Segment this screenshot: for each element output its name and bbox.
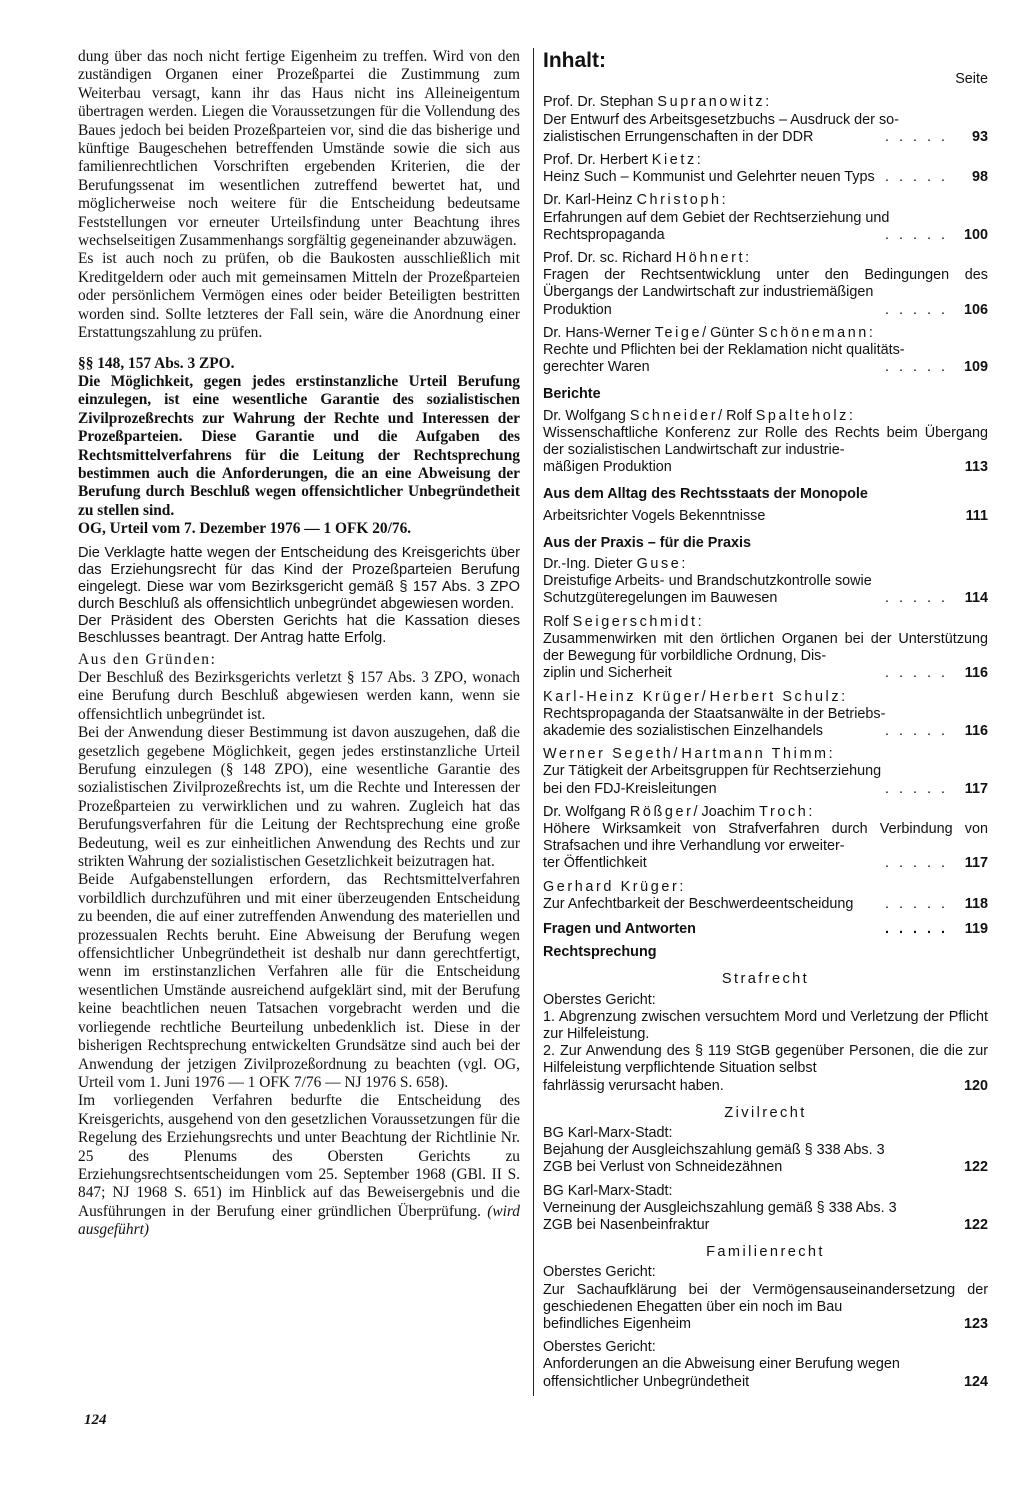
toc-title: Inhalt: — [543, 49, 606, 72]
entry-last-line — [543, 921, 988, 938]
toc-entry — [543, 992, 988, 1095]
entry-text: mäßigen Produktion — [543, 459, 672, 476]
facts-paragraph: Der Präsident des Obersten Gerichts hat die Kassation dieses Beschlusses beantragt. Der Antrag hatte Erfolg. — [78, 612, 520, 646]
entry-text: ZGB bei Nasenbeinfraktur — [543, 1216, 710, 1233]
entry-author — [543, 746, 988, 763]
entry-text: Verneinung der Ausgleichszahlung gemäß § 338 Abs. 3 — [543, 1199, 897, 1216]
author-name: Teige — [654, 324, 703, 341]
author-sep: : — [681, 556, 686, 573]
entry-page: 114 — [964, 590, 988, 607]
author-name: Hartmann Thimm — [681, 746, 829, 763]
articles-list — [543, 94, 988, 376]
entry-text: Zur Tätigkeit der Arbeitsgruppen für Rechtserziehung — [543, 763, 882, 780]
leader-dots: . . . . . — [885, 128, 948, 145]
toc-entry — [543, 556, 988, 608]
paragraph: Bei der Anwendung dieser Bestimmung ist davon auszugehen, daß die gesetzlich gegebene Möglichkeit, gegen jedes erstinstanzliche Urteil Berufung einzulegen (§ 148 ZPO), eine wesentliche Garantie des sozialistischen Zivilprozeßrechts ist, um die Rechte und Interessen der Prozeßparteien zu verwirklichen und zu wahren. Zugleich hat das Berufungsverfahren für die Leitung der Rechtsprechung eine große Bedeutung, weil es zur einheitlichen Anwendung des Rechts und zur strikten Wahrung der sozialistischen Gesetzlichkeit beizutragen hat. — [78, 724, 520, 871]
entry-page: 109 — [963, 359, 988, 376]
practice-list — [543, 556, 988, 913]
table-of-contents — [543, 49, 988, 1397]
left-column — [78, 48, 520, 1240]
paragraph: Beide Aufgabenstellungen erfordern, das Rechtsmittelverfahren vorbildlich durchzuführen und mit einer überzeugenden Entscheidung zu beenden, die auf einer zutreffenden Anwendung des materiellen und prozessualen Rechts beruht. Eine Abweisung der Berufung wegen offensichtlicher Unbegründetheit ist deshalb nur dann gerechtfertigt, wenn im erstinstanzlichen Verfahren alle für die Entscheidung wesentlichen Umstände ausreichend aufgeklärt sind, mit der Berufung keine beachtlichen neuen Tatsachen vorgebracht werden und die vorliegende rechtliche Beurteilung unbedenklich ist. Diese in der bisherigen Rechtsprechung entwickelten Grundsätze sind auch bei der Anwendung der jetzigen Zivilprozeßordnung zu beachten (vgl. OG, Urteil vom 1. Juni 1976 — 1 OFK 7/76 — NJ 1976 S. 658). — [78, 871, 520, 1091]
author-prefix: Dr. Wolfgang — [543, 407, 630, 424]
entry-last-line — [543, 590, 988, 607]
entry-page: 117 — [964, 780, 988, 797]
entry-last-line — [543, 723, 988, 740]
entry-last-line — [543, 1217, 988, 1234]
leader-dots: . . . . . — [885, 590, 948, 607]
entry-author — [543, 192, 988, 209]
entry-page: 111 — [965, 507, 988, 524]
entry-author — [543, 94, 988, 111]
toc-entry — [543, 1264, 988, 1333]
author-sep: : — [828, 746, 833, 763]
author-prefix: Rolf — [543, 613, 573, 630]
entry-page: 124 — [963, 1373, 988, 1390]
headnote: Die Möglichkeit, gegen jedes erstinstanzliche Urteil Berufung einzulegen, ist eine wesentliche Garantie des sozialistischen Zivilprozeßrechts zur Wahrung der Rechte und Interessen der Prozeßparteien. Diese Garantie und die Aufgaben des Rechtsmittelverfahrens für die Leitung der Rechtsprechung bestimmen auch die Anforderungen, die an eine Abweisung der Berufung durch Beschluß wegen offensichtlicher Unbegründetheit zu stellen sind. — [78, 372, 520, 519]
entry-page: 120 — [963, 1077, 988, 1094]
entry-last-line — [543, 781, 988, 798]
entry-text: Heinz Such – Kommunist und Gelehrter neuen Typs — [543, 169, 875, 186]
toc-entry — [543, 1183, 988, 1235]
toc-entry — [543, 804, 988, 873]
entry-last-line — [543, 1374, 988, 1391]
author-prefix: Dr. Wolfgang — [543, 803, 630, 820]
entry-text: akademie des sozialistischen Einzelhandels — [543, 722, 823, 739]
author-prefix: Dr. Hans-Werner — [543, 324, 655, 341]
paragraph — [78, 1092, 520, 1239]
norm-reference: §§ 148, 157 Abs. 3 ZPO. — [78, 354, 235, 372]
leader-dots: . . . . . — [885, 226, 948, 243]
entry-page: 100 — [963, 226, 988, 243]
leader-dots: . . . . . — [885, 722, 948, 739]
entry-page: 93 — [971, 128, 988, 145]
entry-text: befindliches Eigenheim — [543, 1316, 691, 1332]
page-column-label: Seite — [955, 71, 988, 88]
toc-entry — [543, 152, 988, 186]
entry-text: ziplin und Sicherheit — [543, 665, 672, 682]
civil-law-list — [543, 1125, 988, 1234]
entry-author — [543, 689, 988, 706]
author-prefix: Dr.-Ing. Dieter — [543, 556, 637, 573]
leader-dots: . . . . . — [885, 301, 948, 318]
author-sep: : — [765, 94, 770, 111]
leader-dots: . . . . . — [885, 780, 948, 797]
entry-author — [543, 614, 988, 631]
author-name: Rößger — [629, 803, 694, 820]
entry-text: Rechtspropaganda der Staatsanwälte in der Betriebs- — [543, 705, 886, 722]
author-sep: / Rolf — [718, 407, 756, 424]
toc-entry — [543, 250, 988, 319]
entry-page: 117 — [964, 855, 988, 872]
author-sep: / — [673, 746, 682, 763]
toc-entry — [543, 746, 988, 798]
entry-text: Erfahrungen auf dem Gebiet der Rechtserziehung und — [543, 209, 890, 226]
entry-author — [543, 804, 988, 821]
paragraph: dung über das noch nicht fertige Eigenheim zu treffen. Wird von den zuständigen Organen einer Prozeßpartei die Zustimmung zum Weiterbau versagt, kann ihr das Haus nicht ins Alleineigentum übertragen werden. Liegen die Voraussetzungen für die Vollendung des Baues jedoch bei beiden Prozeßparteien vor, sind die das bisherige und künftige Baugeschehen betreffenden Umstände sowie die sich aus familienrechtlichen Vorschriften ergebenden Kriterien, die der Berufungssenat im wesentlichen zutreffend bewertet hat, und möglicherweise noch weitere für die Entscheidung bedeutsame Feststellungen vor erneuter Urteilsfindung unter Beachtung ihres wechselseitigen Zusammenhangs sorgfältig gegeneinander abzuwägen. — [78, 48, 520, 250]
entry-text: Dreistufige Arbeits- und Brandschutzkontrolle sowie — [543, 573, 872, 590]
author-name: Guse — [636, 556, 682, 573]
entry-last-line — [543, 665, 988, 682]
entry-text: Schutzgüteregelungen im Bauwesen — [543, 590, 778, 607]
toc-entry — [543, 614, 988, 683]
author-sep: / Günter — [702, 324, 759, 341]
leader-dots: . . . . . — [885, 665, 948, 682]
entry-author — [543, 879, 988, 896]
subsection-title: Zivilrecht — [724, 1104, 807, 1121]
entry-text: ZGB bei Verlust von Schneidezähnen — [543, 1159, 783, 1176]
entry-author — [543, 250, 988, 267]
entry-page: 106 — [963, 301, 988, 318]
author-sep: : — [697, 613, 702, 630]
entry-last-line — [543, 169, 988, 186]
author-sep: : — [841, 688, 846, 705]
author-sep: : — [808, 803, 813, 820]
author-name: Christoph — [636, 192, 722, 209]
entry-text: ter Öffentlichkeit — [543, 855, 647, 872]
author-prefix: Dr. Karl-Heinz — [543, 192, 637, 209]
entry-page: 116 — [964, 722, 988, 739]
toc-entry — [543, 408, 988, 477]
toc-entry — [543, 192, 988, 244]
entry-page: 122 — [963, 1159, 988, 1176]
toc-entry — [543, 94, 988, 146]
leader-dots: . . . . . — [885, 169, 948, 186]
entry-author — [543, 556, 988, 573]
subsection-title: Strafrecht — [721, 971, 810, 988]
entry-text: 1. Abgrenzung zwischen versuchtem Mord und Verletzung der Pflicht zur Hilfeleistung. — [543, 1008, 988, 1042]
entry-page: 118 — [964, 895, 988, 912]
decision-citation: OG, Urteil vom 7. Dezember 1976 — 1 OFK 20/76. — [78, 520, 412, 538]
facts-paragraph: Die Verklagte hatte wegen der Entscheidung des Kreisgerichts über das Erziehungsrecht für das Kind der Prozeßparteien Berufung eingelegt. Diese war vom Bezirksgericht gemäß § 157 Abs. 3 ZPO durch Beschluß als offensichtlich unbegründet abgewiesen worden. — [78, 544, 520, 612]
section-title: Aus der Praxis – für die Praxis — [543, 534, 751, 551]
entry-last-line — [543, 1316, 988, 1333]
author-name: Schneider — [629, 407, 719, 424]
author-name: Spalteholz — [755, 407, 849, 424]
entry-last-line — [543, 1078, 988, 1095]
entry-text: gerechter Waren — [543, 359, 650, 376]
court-name: Oberstes Gericht: — [543, 991, 656, 1008]
entry-text: Zusammenwirken mit den örtlichen Organen bei der Unterstützung der Bewegung für vorbildliche Ordnung, Dis- — [543, 630, 988, 665]
subsection-title: Familienrecht — [706, 1244, 825, 1261]
entry-last-line — [543, 896, 988, 913]
entry-page: 113 — [964, 459, 988, 476]
author-prefix: Prof. Dr. Herbert — [543, 152, 652, 169]
entry-text: offensichtlicher Unbegründetheit — [543, 1373, 750, 1390]
section-title: Berichte — [543, 386, 601, 403]
author-name: Troch — [759, 803, 809, 820]
author-sep: / Joachim — [693, 803, 760, 820]
entry-last-line — [543, 129, 988, 146]
author-name: Seigerschmidt — [572, 613, 698, 630]
entry-text: zialistischen Errungenschaften in der DDR — [543, 128, 814, 145]
leader-dots: . . . . . — [885, 895, 948, 912]
entry-last-line — [543, 459, 988, 476]
reasons-heading: Aus den Gründen: — [78, 650, 217, 668]
author-sep: : — [868, 324, 873, 341]
entry-page: 123 — [963, 1316, 988, 1332]
entry-text: Bejahung der Ausgleichszahlung gemäß § 338 Abs. 3 — [543, 1142, 885, 1159]
entry-text: Rechtspropaganda — [543, 226, 665, 243]
entry-text: Produktion — [543, 301, 612, 318]
toc-entry — [543, 325, 988, 377]
entry-last-line — [543, 508, 988, 525]
alltag-list — [543, 508, 988, 525]
author-name: Kietz — [651, 152, 697, 169]
author-name: Höhnert — [675, 250, 746, 267]
entry-last-line — [543, 855, 988, 872]
toc-entry — [543, 689, 988, 741]
page-number: 124 — [84, 1412, 107, 1428]
author-sep: / — [701, 688, 710, 705]
family-law-list — [543, 1264, 988, 1390]
toc-entry — [543, 508, 988, 525]
entry-text: bei den FDJ-Kreisleitungen — [543, 780, 717, 797]
entry-last-line — [543, 302, 988, 319]
section-title: Aus dem Alltag des Rechtsstaats der Monopole — [543, 486, 868, 503]
paragraph-tail: (wird ausgeführt) — [78, 1202, 520, 1239]
author-name: Werner Segeth — [543, 746, 674, 763]
toc-entry — [543, 921, 988, 938]
leader-dots: . . . . . — [885, 920, 948, 937]
section-title: Rechtsprechung — [543, 944, 657, 961]
entry-page: 119 — [964, 920, 988, 937]
court-name: BG Karl-Marx-Stadt: — [543, 1124, 673, 1141]
paragraph: Es ist auch noch zu prüfen, ob die Baukosten ausschließlich mit Kreditgeldern oder auch mit gemeinsamen Mitteln der Prozeßparteien oder persönlichem Vermögen eines oder beider Beteiligten bestritten worden sind. Sollte letzteres der Fall sein, wäre die Anordnung einer Erstattungszahlung zu prüfen. — [78, 250, 520, 342]
entry-author — [543, 152, 988, 169]
paragraph-text: Im vorliegenden Verfahren bedurfte die Entscheidung des Kreisgerichts, ausgehend von den gesetzlichen Voraussetzungen für die Regelung des Erziehungsrechts und unter Beachtung der Richtlinie Nr. 25 des Plenums des Obersten Gerichts zu Erziehungsrechtsentscheidungen vom 25. September 1968 (GBl. II S. 847; NJ 1968 S. 651) im Hinblick auf das Beweisergebnis und die Ausführungen in der Berufung einer gründlichen Überprüfung. — [78, 1092, 520, 1220]
paragraph: Der Beschluß des Bezirksgerichts verletzt § 157 Abs. 3 ZPO, wonach eine Berufung durch Beschluß abgewiesen werden kann, wenn sie offensichtlich unbegründet ist. — [78, 668, 520, 723]
entry-page: 122 — [963, 1216, 988, 1233]
author-name: Schönemann — [758, 324, 869, 341]
author-name: Herbert Schulz — [709, 688, 842, 705]
court-name: BG Karl-Marx-Stadt: — [543, 1182, 673, 1199]
author-prefix: Prof. Dr. sc. Richard — [543, 250, 676, 267]
author-sep: : — [848, 407, 853, 424]
entry-last-line — [543, 227, 988, 244]
entry-text: Rechte und Pflichten bei der Reklamation nicht qualitäts- — [543, 342, 905, 359]
entry-text: fahrlässig verursacht haben. — [543, 1077, 724, 1094]
author-sep: : — [721, 192, 726, 209]
entry-text: Wissenschaftliche Konferenz zur Rolle des Rechts beim Übergang der sozialistischen Landwirtschaft zur industrie- — [543, 424, 988, 459]
court-name: Oberstes Gericht: — [543, 1264, 656, 1281]
entry-author — [543, 325, 988, 342]
entry-page: 98 — [971, 169, 988, 186]
author-sep: : — [679, 878, 684, 895]
entry-text: Fragen der Rechtsentwicklung unter den Bedingungen des Übergangs der Landwirtschaft zur industriemäßigen — [543, 267, 988, 301]
author-sep: : — [696, 152, 701, 169]
reports-list — [543, 408, 988, 477]
court-name: Oberstes Gericht: — [543, 1339, 656, 1356]
entry-page: 116 — [964, 665, 988, 682]
author-name: Gerhard Krüger — [543, 878, 680, 895]
entry-text: Arbeitsrichter Vogels Bekenntnisse — [543, 507, 766, 524]
leader-dots: . . . . . — [885, 855, 948, 872]
author-prefix: Prof. Dr. Stephan — [543, 94, 658, 111]
toc-entry — [543, 879, 988, 913]
author-name: Karl-Heinz Krüger — [543, 688, 702, 705]
entry-text: 2. Zur Anwendung des § 119 StGB gegenüber Personen, die die zur Hilfeleistung verpflichtende Situation selbst — [543, 1043, 988, 1077]
author-sep: : — [745, 250, 750, 267]
entry-text: Höhere Wirksamkeit von Strafverfahren durch Verbindung von Strafsachen und ihre Verhandlung vor erweiter- — [543, 820, 988, 855]
entry-text: Fragen und Antworten — [543, 920, 696, 937]
column-divider — [533, 48, 534, 1396]
entry-text: Der Entwurf des Arbeitsgesetzbuchs – Ausdruck der so- — [543, 111, 899, 128]
entry-author — [543, 408, 988, 425]
entry-last-line — [543, 1159, 988, 1176]
entry-text: Zur Sachaufklärung bei der Vermögensauseinandersetzung der geschiedenen Ehegatten über ein noch im Bau — [543, 1281, 988, 1315]
toc-entry — [543, 1339, 988, 1391]
entry-last-line — [543, 359, 988, 376]
entry-text: Anforderungen an die Abweisung einer Berufung wegen — [543, 1356, 900, 1373]
entry-text: Zur Anfechtbarkeit der Beschwerdeentscheidung — [543, 895, 854, 912]
leader-dots: . . . . . — [885, 359, 948, 376]
toc-entry — [543, 1125, 988, 1177]
qa-entry — [543, 921, 988, 938]
author-name: Supranowitz — [657, 94, 766, 111]
